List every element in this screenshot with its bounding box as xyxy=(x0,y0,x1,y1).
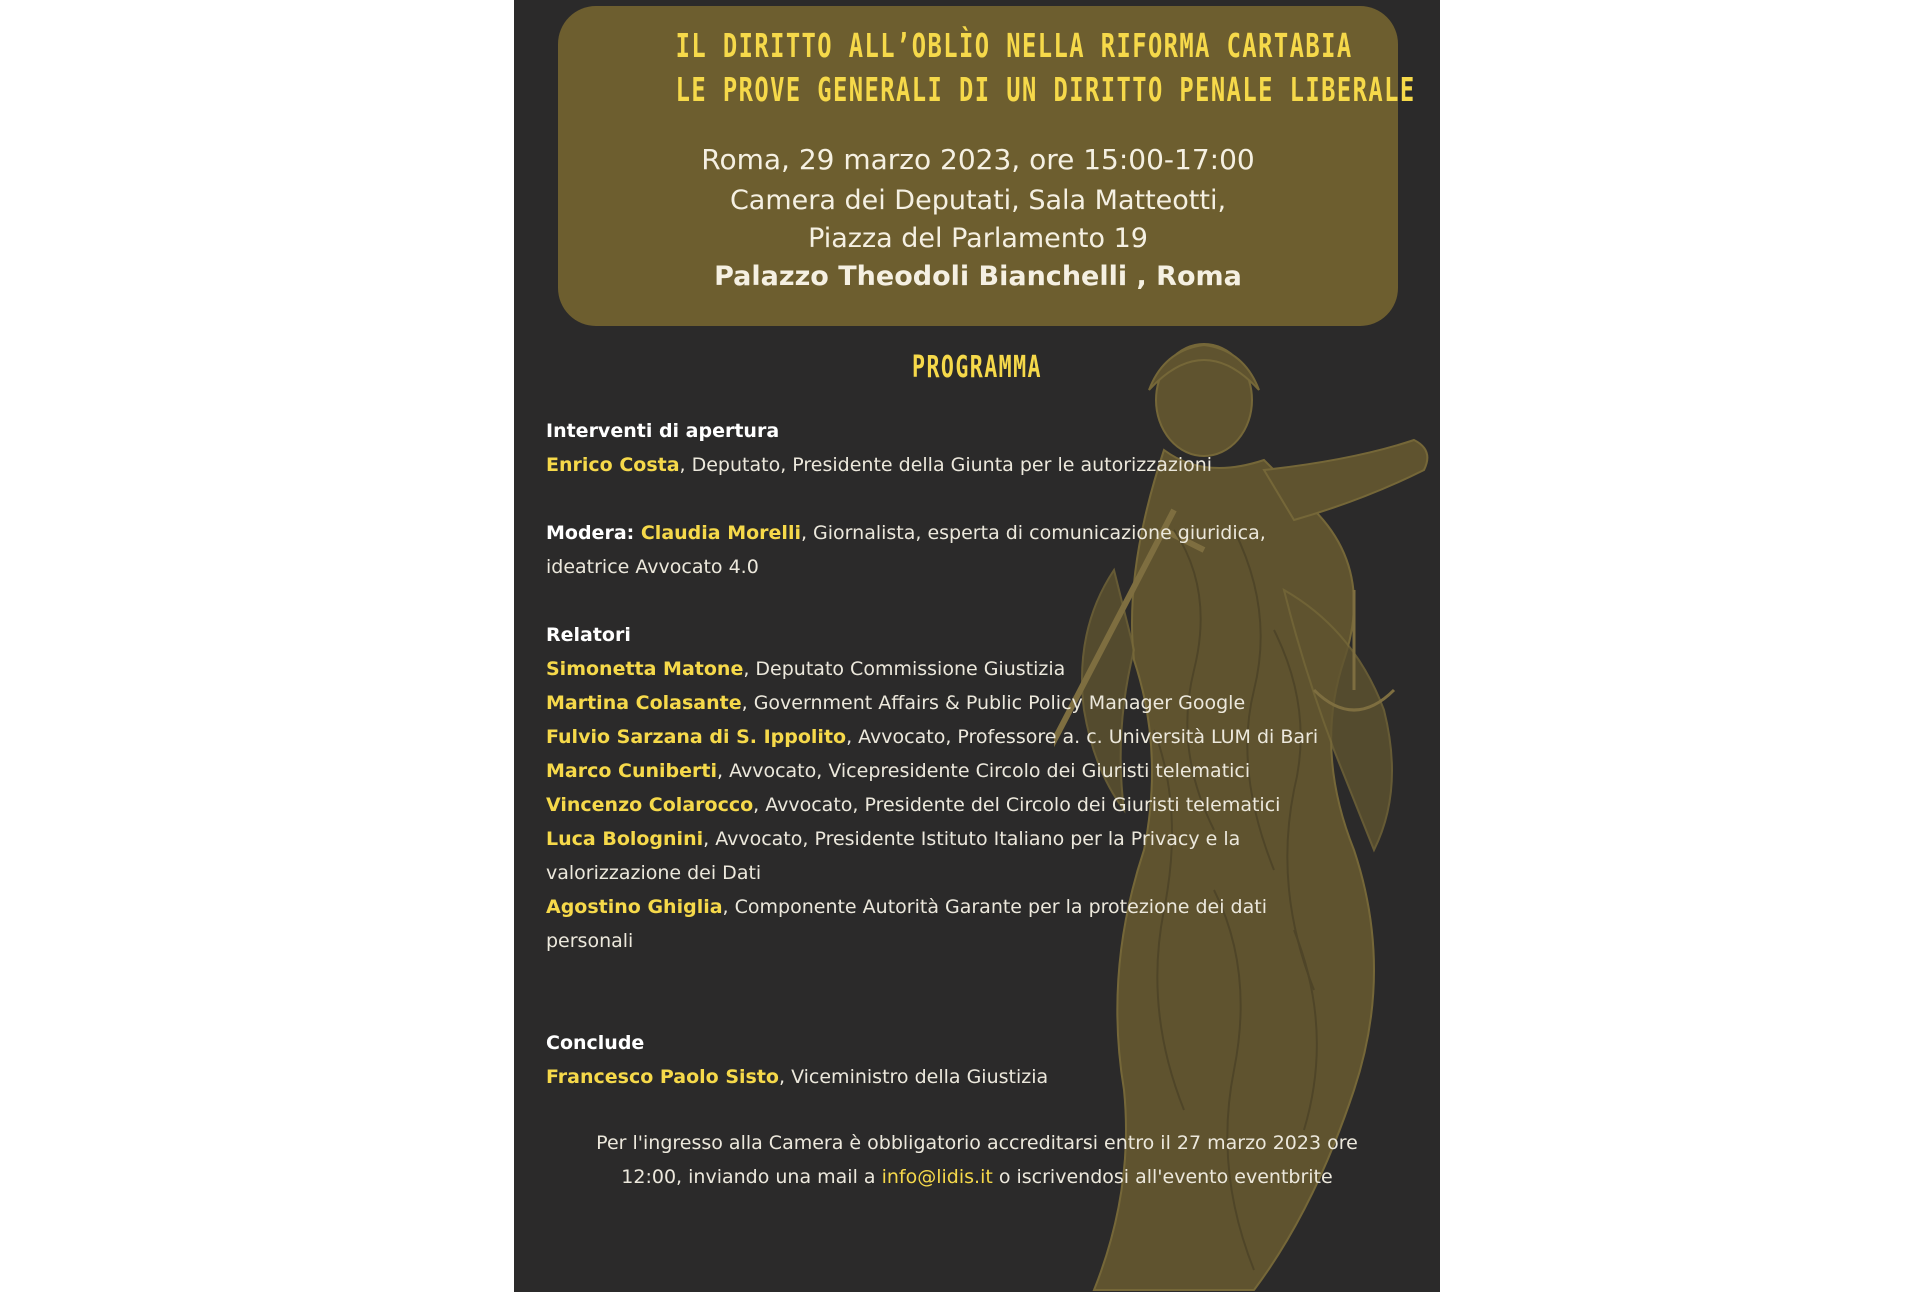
speaker-name: Vincenzo Colarocco xyxy=(546,794,754,816)
event-title-line-1: IL DIRITTO ALL’OBLÌO NELLA RIFORMA CARTABIA xyxy=(675,26,1353,65)
opening-speaker xyxy=(546,448,1406,482)
speaker-item xyxy=(546,788,1406,822)
speaker-name: Luca Bolognini xyxy=(546,828,704,850)
moderator-heading: Modera: xyxy=(546,522,641,544)
moderator-name: Claudia Morelli xyxy=(640,522,801,544)
speaker-role: , Deputato Commissione Giustizia xyxy=(743,658,1066,680)
event-venue-line-1: Camera dei Deputati, Sala Matteotti, xyxy=(729,185,1227,216)
closing-heading: Conclude xyxy=(546,1032,645,1054)
registration-note-line-1: Per l'ingresso alla Camera è obbligatorio accreditarsi entro il 27 marzo 2023 ore xyxy=(596,1132,1358,1154)
email-link[interactable]: info@lidis.it xyxy=(881,1166,993,1188)
event-venue-line-3: Palazzo Theodoli Bianchelli , Roma xyxy=(714,261,1242,292)
speaker-role: , Avvocato, Presidente del Circolo dei Giuristi telematici xyxy=(753,794,1281,816)
closing-speaker xyxy=(546,1060,1406,1094)
registration-text: 12:00, inviando una mail a xyxy=(621,1166,882,1188)
registration-note-line-2 xyxy=(544,1160,1410,1194)
registration-note xyxy=(544,1126,1410,1194)
speaker-item xyxy=(546,754,1406,788)
speaker-item xyxy=(546,720,1406,754)
moderator-line xyxy=(546,516,1406,550)
speaker-role-continued: personali xyxy=(546,930,634,952)
moderator-role: , Giornalista, esperta di comunicazione giuridica, xyxy=(800,522,1266,544)
speaker-role: , Government Affairs & Public Policy Manager Google xyxy=(741,692,1246,714)
registration-text-end: o iscrivendosi all'evento eventbrite xyxy=(992,1166,1333,1188)
speaker-name: Fulvio Sarzana di S. Ippolito xyxy=(546,726,847,748)
speaker-name: Simonetta Matone xyxy=(546,658,744,680)
speaker-item xyxy=(546,890,1406,924)
speaker-item xyxy=(546,686,1406,720)
event-date: Roma, 29 marzo 2023, ore 15:00-17:00 xyxy=(701,143,1255,176)
event-title-line-2: LE PROVE GENERALI DI UN DIRITTO PENALE LIBERALE xyxy=(675,70,1416,109)
speaker-role: , Avvocato, Vicepresidente Circolo dei Giuristi telematici xyxy=(717,760,1251,782)
programme-content xyxy=(546,414,1406,1094)
speaker-name: Agostino Ghiglia xyxy=(546,896,723,918)
moderator-role-continued: ideatrice Avvocato 4.0 xyxy=(546,556,759,578)
speaker-role-continued: valorizzazione dei Dati xyxy=(546,862,762,884)
speaker-role: , Deputato, Presidente della Giunta per le autorizzazioni xyxy=(679,454,1213,476)
speaker-name: Martina Colasante xyxy=(546,692,742,714)
speakers-heading: Relatori xyxy=(546,624,631,646)
speaker-role: , Avvocato, Professore a. c. Università LUM di Bari xyxy=(846,726,1319,748)
speaker-role: , Viceministro della Giustizia xyxy=(778,1066,1049,1088)
event-header-box xyxy=(558,6,1416,326)
speaker-role: , Componente Autorità Garante per la protezione dei dati xyxy=(722,896,1267,918)
programma-heading: PROGRAMMA xyxy=(911,350,1043,385)
event-details xyxy=(558,138,1398,296)
speaker-name: Marco Cuniberti xyxy=(546,760,717,782)
speaker-item xyxy=(546,822,1406,856)
event-venue-line-2: Piazza del Parlamento 19 xyxy=(808,223,1148,254)
speaker-item xyxy=(546,652,1406,686)
flyer xyxy=(514,0,1440,1292)
opening-heading: Interventi di apertura xyxy=(546,420,780,442)
speaker-role: , Avvocato, Presidente Istituto Italiano per la Privacy e la xyxy=(703,828,1241,850)
speaker-name: Francesco Paolo Sisto xyxy=(546,1066,779,1088)
speaker-name: Enrico Costa xyxy=(546,454,680,476)
